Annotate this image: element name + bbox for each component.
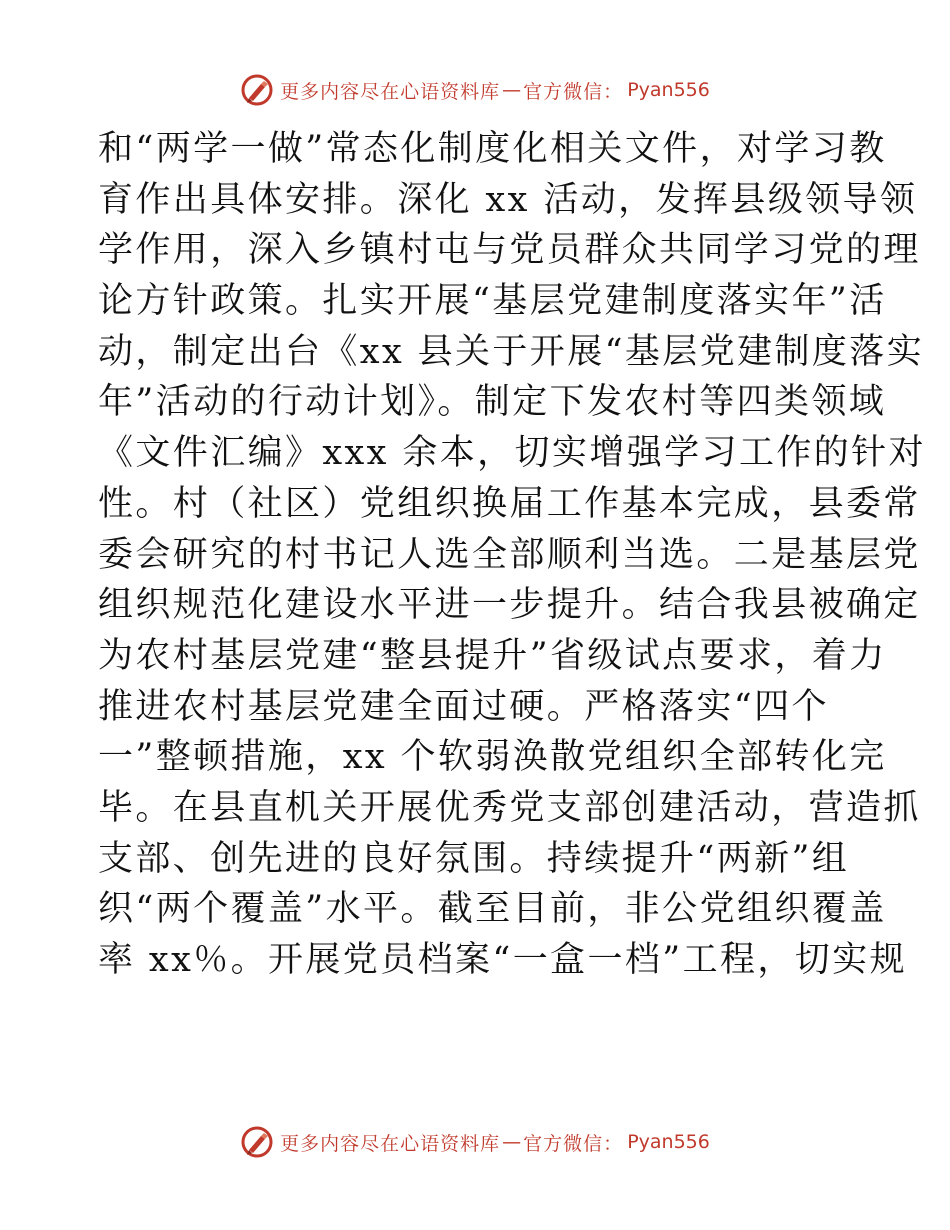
body-line: 年”活动的行动计划》。制定下发农村等四类领域 bbox=[98, 382, 887, 423]
body-line: 织“两个覆盖”水平。截至目前，非公党组织覆盖 bbox=[98, 889, 887, 930]
pen-logo-icon bbox=[240, 1125, 274, 1159]
watermark-wechat-id: Pyan556 bbox=[627, 79, 710, 101]
body-line: 为农村基层党建“整县提升”省级试点要求，着力 bbox=[98, 635, 887, 676]
watermark-dash: — bbox=[502, 79, 522, 101]
watermark-brand: 更多内容尽在心语资料库 bbox=[280, 1132, 501, 1155]
watermark-official-label: 官方微信： bbox=[523, 1132, 624, 1155]
watermark-brand: 更多内容尽在心语资料库 bbox=[280, 80, 501, 103]
body-line: 和“两学一做”常态化制度化相关文件，对学习教 bbox=[98, 129, 887, 169]
watermark-header bbox=[0, 70, 950, 110]
body-line: 推进农村基层党建全面过硬。严格落实“四个 bbox=[98, 686, 829, 727]
body-line: 《文件汇编》xxx 余本，切实增强学习工作的针对 bbox=[98, 433, 926, 474]
body-line: 一”整顿措施，xx 个软弱涣散党组织全部转化完 bbox=[98, 737, 887, 778]
body-line: 性。村（社区）党组织换届工作基本完成，县委常 bbox=[98, 483, 921, 524]
body-line: 论方针政策。扎实开展“基层党建制度落实年”活 bbox=[98, 281, 887, 322]
watermark-wechat-id: Pyan556 bbox=[627, 1131, 710, 1153]
document-body bbox=[98, 124, 926, 986]
body-line: 育作出具体安排。深化 xx 活动，发挥县级领导领 bbox=[98, 179, 918, 220]
body-line: 动，制定出台《xx 县关于开展“基层党建制度落实 bbox=[98, 331, 925, 372]
watermark-official-label: 官方微信： bbox=[523, 80, 624, 103]
body-line: 率 xx％。开展党员档案“一盒一档”工程，切实规 bbox=[98, 940, 907, 980]
body-line: 学作用，深入乡镇村屯与党员群众共同学习党的理 bbox=[98, 230, 921, 271]
body-line: 支部、创先进的良好氛围。持续提升“两新”组 bbox=[98, 838, 850, 879]
body-line: 组织规范化建设水平进一步提升。结合我县被确定 bbox=[98, 585, 921, 626]
pen-logo-icon bbox=[240, 73, 274, 107]
watermark-dash: — bbox=[502, 1131, 522, 1153]
body-line: 毕。在县直机关开展优秀党支部创建活动，营造抓 bbox=[98, 787, 921, 828]
watermark-footer bbox=[0, 1122, 950, 1162]
body-line: 委会研究的村书记人选全部顺利当选。二是基层党 bbox=[98, 534, 921, 575]
